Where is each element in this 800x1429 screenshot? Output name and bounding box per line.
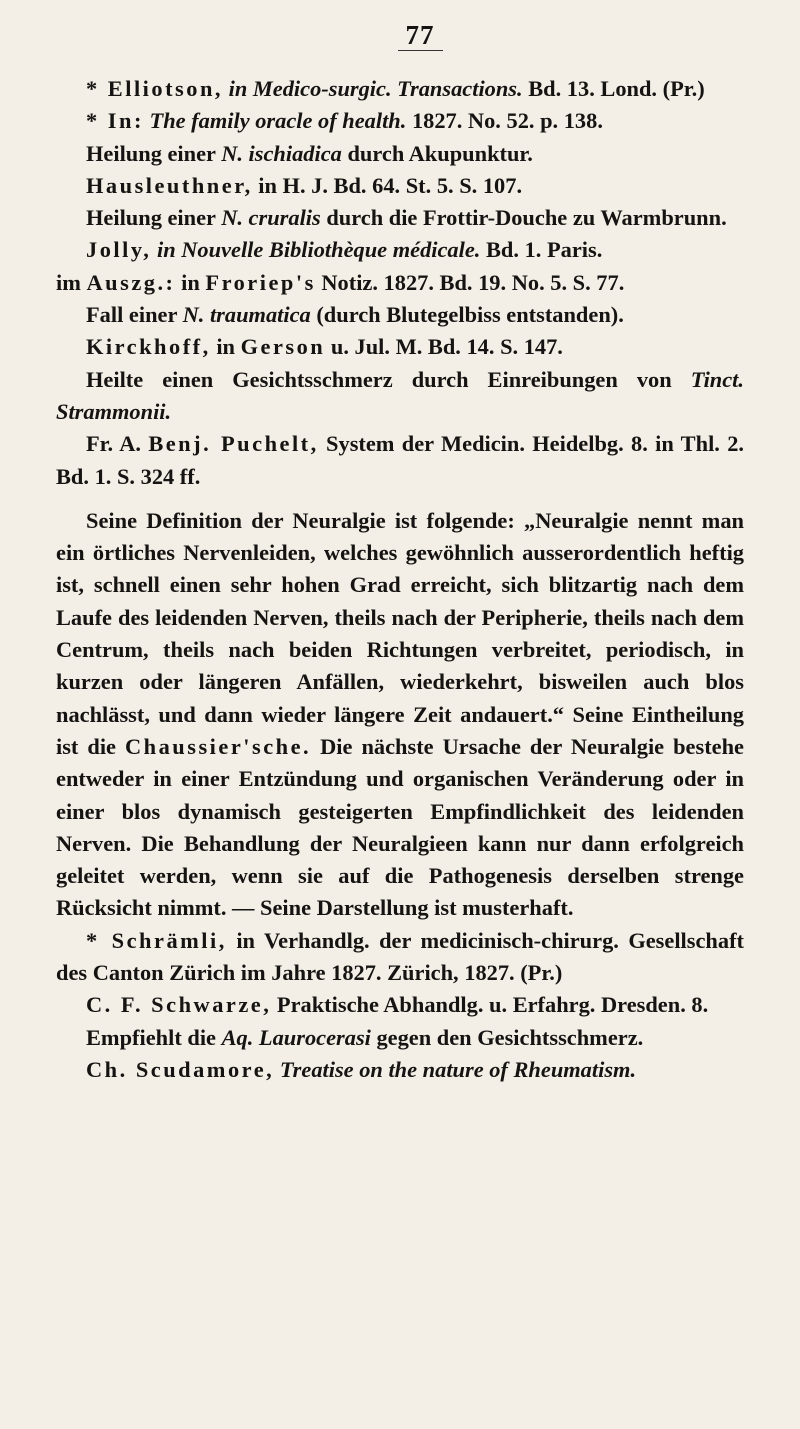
definition-paragraph: Seine Definition der Neuralgie ist folgende: „Neuralgie nennt man ein örtliches Nervenleiden, welches gewöhnlich ausserordentlich heftig ist, schnell einen sehr hohen Grad erreicht, sich blitzartig nach dem Laufe des leidenden Nerven, theils nach der Peripherie, theils nach dem Centrum, theils nach beiden Richtungen verbreitet, periodisch, in kurzen oder längeren Anfällen, wiederkehrt, bisweilen auch blos nachlässt, und dann wieder längere Zeit andauert.“ Seine Eintheilung ist die Chaussier'sche. Die nächste Ursache der Neuralgie bestehe entweder in einer Entzündung und organischen Veränderung oder in einer blos dynamisch gesteigerten Empfindlichkeit des leidenden Nerven. Die Behandlung der Neuralgieen kann nur dann erfolgreich geleitet werden, wenn sie auf die Pathogenesis derselben strenge Rücksicht nimmt. — Seine Darstellung ist musterhaft. — [56, 507, 744, 921]
entry-hausleuthner: Hausleuthner, in H. J. Bd. 64. St. 5. S. 107. — [86, 172, 523, 198]
entry-elliotson: * Elliotson, in Medico-surgic. Transactions. Bd. 13. Lond. (Pr.) — [86, 76, 705, 101]
entry-schwarze: C. F. Schwarze, Praktische Abhandlg. u. Erfahrg. Dresden. 8. — [86, 992, 709, 1018]
entry-schraemli: * Schrämli, in Verhandlg. der medicinisch-chirurg. Gesellschaft des Canton Zürich im Jahre 1827. Zürich, 1827. (Pr.) — [56, 927, 744, 986]
entry-traumatica-note: Fall einer N. traumatica (durch Blutegelbiss entstanden). — [86, 302, 624, 328]
entry-ischiadica-note: Heilung einer N. ischiadica durch Akupunktur. — [86, 140, 533, 166]
entry-jolly: Jolly, in Nouvelle Bibliothèque médicale. Bd. 1. Paris. — [86, 237, 603, 263]
entry-froriep: im Auszg.: in Froriep's Notiz. 1827. Bd. 19. No. 5. S. 77. — [56, 269, 625, 295]
entry-scudamore: Ch. Scudamore, Treatise on the nature of Rheumatism. — [86, 1056, 637, 1082]
page-body — [56, 73, 744, 1086]
page-number: 77 — [96, 20, 744, 51]
entry-laurocerasi-note: Empfiehlt die Aq. Laurocerasi gegen den Gesichtsschmerz. — [86, 1024, 644, 1050]
entry-family-oracle: * In: The family oracle of health. 1827. No. 52. p. 138. — [86, 108, 603, 134]
entry-kirckhoff: Kirckhoff, in Gerson u. Jul. M. Bd. 14. S. 147. — [86, 334, 563, 360]
entry-cruralis-note: Heilung einer N. cruralis durch die Frottir-Douche zu Warmbrunn. — [86, 205, 727, 231]
entry-puchelt: Fr. A. Benj. Puchelt, System der Medicin. Heidelbg. 8. in Thl. 2. Bd. 1. S. 324 ff. — [56, 431, 744, 489]
entry-tinct-note: Heilte einen Gesichtsschmerz durch Einreibungen von Tinct. Strammonii. — [56, 366, 744, 424]
